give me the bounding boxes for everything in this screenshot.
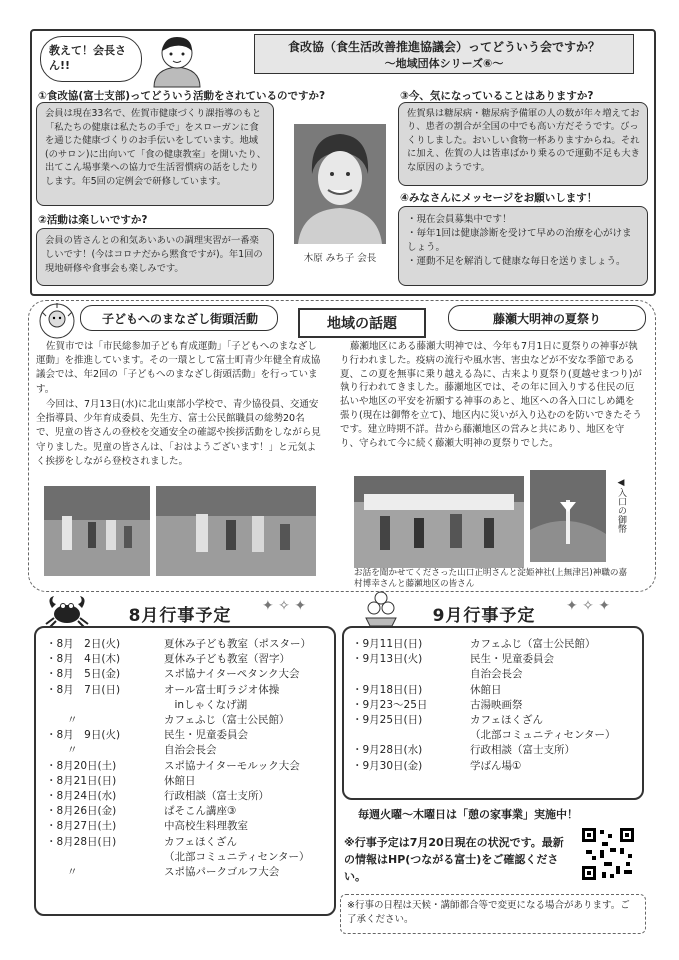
offering-caption: ◀入口の御幣 xyxy=(616,478,626,533)
message-line-2: ・毎年1回は健康診断を受けて早めの治療を心がけましょう。 xyxy=(407,228,632,253)
september-date xyxy=(352,667,470,682)
august-event: inしゃくなげ湖 xyxy=(164,698,248,711)
speech-bubble-text: 教えて！会長さん!! xyxy=(49,44,126,72)
schedule-note: ※行事予定は7月20日現在の状況です。最新の情報はHP(つながる富士)をご確認ください。 xyxy=(344,836,564,883)
september-event: 学ばん場① xyxy=(470,759,522,772)
september-row xyxy=(352,743,634,758)
september-row xyxy=(352,728,634,743)
left-article-title: 子どもへのまなざし街頭活動 xyxy=(101,312,258,326)
dango-icon xyxy=(364,590,398,630)
left-article-p1: 佐賀市では「市民総参加子ども育成運動」「子どもへのまなざし運動」を推進しています。その一環として富士町青少年健全育成協議会では、年2回の「子どもへのまなざし街頭活動」を行っています。 xyxy=(36,341,321,395)
september-date: ・9月30日(金) xyxy=(352,759,423,772)
chairman-caption: 木原 みち子 会長 xyxy=(303,253,377,264)
august-event: 中高校生料理教室 xyxy=(164,820,248,833)
august-event: 夏休み子ども教室（ポスター） xyxy=(164,638,311,650)
august-row xyxy=(46,713,326,728)
chairman-character-icon xyxy=(148,33,206,89)
answer-1: 会員は現在33名で、佐賀市健康づくり課指導のもと「私たちの健康は私たちの手で」をスローガンに食を通じた健康づくりのお手伝いをしています。地域(のサロン)に出向いて「食の健康教室」を開いたり、出てこん場事業への協力で生活習慣病の話をしたりします。年5回の定例会で研修しています。 xyxy=(45,108,267,187)
september-date: ・9月28日(水) xyxy=(352,744,423,757)
august-row xyxy=(46,743,326,758)
august-row xyxy=(46,759,326,774)
september-date: ・9月23〜25日 xyxy=(352,698,428,711)
august-event: 休館日 xyxy=(164,774,196,787)
september-row xyxy=(352,713,634,728)
august-row xyxy=(46,819,326,834)
chairman-photo xyxy=(294,124,386,244)
august-row xyxy=(46,637,326,652)
august-row xyxy=(46,652,326,667)
august-row xyxy=(46,728,326,743)
question-2: ②活動は楽しいですか? xyxy=(38,214,148,226)
august-date: 〃 xyxy=(46,866,78,879)
interview-title: 食改協（食生活改善推進協議会）ってどういう会ですか？ xyxy=(287,40,600,54)
left-article-p2: 今回は、7月13日(水)に北山東部小学校で、青少協役員、交通安全指導員、少年育成委員、先生方、富士公民館職員の総勢20名で、児童の皆さんの登校を交通安全の確認や挨拶活動をしながら見守りました。児童の皆さんは、「おはようございます！」と元気よく挨拶をしながら登校されました。 xyxy=(36,399,321,467)
august-deco: ✦ ✧ ✦ xyxy=(262,598,307,614)
august-date: ・8月 7日(日) xyxy=(46,683,121,696)
answer-2: 会員の皆さんとの和気あいあいの調理実習が一番楽しいです！(今はコロナだから黙食ですが)。年1回の現地研修や食事会も楽しみです。 xyxy=(45,235,263,274)
september-date: ・9月13日(火) xyxy=(352,653,423,666)
september-event: カフェほくざん xyxy=(470,714,543,727)
right-article-title-box xyxy=(448,305,646,331)
august-row xyxy=(46,865,326,880)
right-article-text: 藤瀬地区にある藤瀬大明神では、今年も7月1日に夏祭りの神事が執り行われました。疫病の流行や風水害、害虫などが不安な季節である夏、この夏を無事に乗り越える為に、古来より夏祭り(夏越せまつり)が執り行われてきました。藤瀬地区では、その年に回入りする住民の厄払いや地区の平安を祈願する神事のあと、地区への各入口にしめ縄を張り(現在は御幣を立て)、地区内に災いが入り込むのを防いできたそうです。建立時期不詳。昔から藤瀬地区の営みと共にあり、地区を守り、守られて今に続く藤瀬大明神の夏祭りでした。 xyxy=(340,341,642,449)
september-event: （北部コミュニティセンター） xyxy=(470,729,616,742)
august-event: （北部コミュニティセンター） xyxy=(164,850,310,863)
september-schedule-list xyxy=(352,637,634,774)
september-date: ・9月25日(日) xyxy=(352,714,423,727)
august-date: ・8月 2日(火) xyxy=(46,638,121,650)
august-row xyxy=(46,789,326,804)
september-title-box xyxy=(400,598,568,628)
august-event: 民生・児童委員会 xyxy=(164,729,248,742)
august-event: カフェふじ（富士公民館） xyxy=(164,714,290,727)
question-4: ④みなさんにメッセージをお願いします！ xyxy=(400,192,598,204)
august-date: ・8月24日(水) xyxy=(46,790,117,803)
august-event: スポ協ナイターモルック大会 xyxy=(164,759,300,772)
august-date: ・8月21日(日) xyxy=(46,774,117,787)
message-line-1: ・現在会員募集中です！ xyxy=(407,214,512,225)
september-event: 民生・児童委員会 xyxy=(470,653,554,666)
august-event: スポ協ナイターペタンク大会 xyxy=(164,668,300,681)
august-event: カフェほくざん xyxy=(164,835,237,848)
left-article-title-box xyxy=(80,305,278,331)
shrine-caption: お話を聞かせてくださった山口正明さんと淀姫神社(上無津呂)神職の嘉村博幸さんと藤瀬地区の皆さん xyxy=(354,568,628,589)
september-row xyxy=(352,698,634,713)
shrine-photo xyxy=(354,476,524,568)
september-date: ・9月18日(日) xyxy=(352,683,423,696)
august-row xyxy=(46,804,326,819)
august-date: 〃 xyxy=(46,744,78,757)
crossing-photo-2 xyxy=(156,486,316,576)
august-row xyxy=(46,850,326,865)
september-row xyxy=(352,652,634,667)
answer-3-box xyxy=(398,102,648,186)
crossing-photo-1 xyxy=(44,486,150,576)
answer-2-box xyxy=(36,228,274,286)
september-event: 行政相談（富士支所） xyxy=(470,744,575,757)
right-article-title: 藤瀬大明神の夏祭り xyxy=(492,312,601,326)
august-date: ・8月27日(土) xyxy=(46,820,117,833)
september-event: カフェふじ（富士公民館） xyxy=(470,638,596,650)
crab-icon xyxy=(44,594,90,628)
august-date: ・8月 9日(火) xyxy=(46,729,121,742)
regional-label-box xyxy=(298,308,426,338)
offering-photo xyxy=(530,470,606,562)
august-date: ・8月 4日(木) xyxy=(46,653,121,666)
september-date xyxy=(352,728,470,743)
august-date xyxy=(46,850,164,865)
august-event: 夏休み子ども教室（習字） xyxy=(164,653,290,666)
message-box xyxy=(398,206,648,286)
interview-subtitle: 〜地域団体シリーズ⑥〜 xyxy=(384,57,504,70)
regional-label: 地域の話題 xyxy=(327,316,397,332)
august-date: ・8月28日(日) xyxy=(46,835,117,848)
august-date: ・8月 5日(金) xyxy=(46,668,121,681)
august-row xyxy=(46,774,326,789)
answer-3: 佐賀県は糖尿病・糖尿病予備軍の人の数が年々増えており、患者の割合が全国の中でも高い方だそうです。びっくりしました。おいしい食物一杯ありますからね。それに加え、佐賀の人は皆車ばかり乗るので運動不足も大きな原因のようです。 xyxy=(407,108,640,173)
september-event: 古湯映画祭 xyxy=(470,698,523,711)
september-event: 自治会長会 xyxy=(470,668,523,681)
mascot-icon xyxy=(34,302,80,340)
august-schedule-list xyxy=(46,637,326,880)
interview-title-box xyxy=(254,34,634,74)
footer-note-box xyxy=(340,894,646,934)
september-title: 9月行事予定 xyxy=(432,606,536,626)
question-1: ①食改協(富士支部)ってどういう活動をされているのですか? xyxy=(38,90,326,102)
august-title-box xyxy=(96,598,264,628)
august-event: オール富士町ラジオ体操 xyxy=(164,683,280,696)
august-row xyxy=(46,835,326,850)
august-event: ぱそこん講座③ xyxy=(164,805,237,818)
september-row xyxy=(352,637,634,652)
august-row xyxy=(46,667,326,682)
weekly-notice: 毎週火曜〜木曜日は「憩の家事業」実施中！ xyxy=(358,808,578,821)
answer-1-box xyxy=(36,102,274,206)
august-date xyxy=(46,698,164,713)
august-date: 〃 xyxy=(46,714,78,727)
september-row xyxy=(352,683,634,698)
august-date: ・8月20日(土) xyxy=(46,759,117,772)
august-event: スポ協パークゴルフ大会 xyxy=(164,866,280,879)
august-row xyxy=(46,683,326,698)
september-date: ・9月11日(日) xyxy=(352,638,423,650)
august-row xyxy=(46,698,326,713)
august-event: 自治会長会 xyxy=(164,744,217,757)
august-event: 行政相談（富士支所） xyxy=(164,790,269,803)
footer-note: ※行事の日程は天候・講師都合等で変更になる場合があります。ご了承ください。 xyxy=(347,900,630,925)
message-line-3: ・運動不足を解消して健康な毎日を送りましょう。 xyxy=(407,256,626,267)
question-3: ③今、気になっていることはありますか? xyxy=(400,90,594,102)
august-title: 8月行事予定 xyxy=(128,606,232,626)
september-row xyxy=(352,667,634,682)
august-date: ・8月26日(金) xyxy=(46,805,117,818)
september-event: 休館日 xyxy=(470,683,502,696)
september-deco: ✦ ✧ ✦ xyxy=(566,598,611,614)
speech-bubble xyxy=(40,36,142,82)
qr-code-icon[interactable] xyxy=(580,826,636,882)
september-row xyxy=(352,759,634,774)
